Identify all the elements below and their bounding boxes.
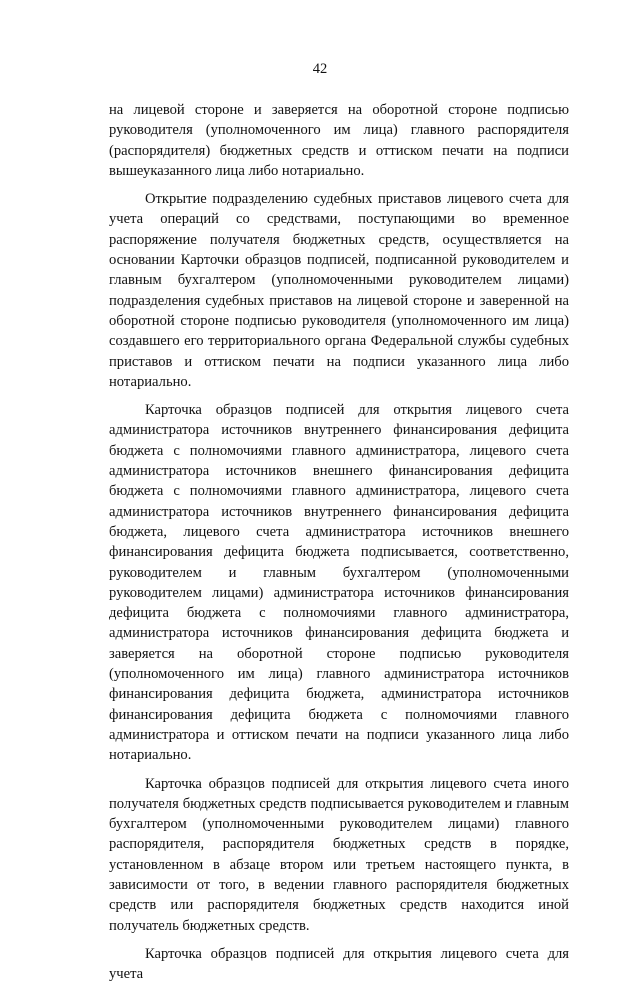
paragraph-5: Карточка образцов подписей для открытия лицевого счета для учета — [109, 945, 569, 983]
paragraph-3: Карточка образцов подписей для открытия лицевого счета администратора источников внутреннего финансирования дефицита бюджета с полномочиями главного администратора, лицевого счета администратора источников внешнего финансирования дефицита бюджета с полномочиями главного администратора, лицевого счета администратора источников внутреннего финансирования дефицита бюджета, лицевого счета администратора источников внешнего финансирования дефицита бюджета подписывается, соответственно, руководителем и главным бухгалтером (уполномоченными руководителем лицами) администратора источников финансирования дефицита бюджета с полномочиями главного администратора, администратора источников финансирования дефицита бюджета и заверяется на оборотной стороне подписью руководителя (уполномоченного им лица) главного администратора источников финансирования дефицита бюджета, администратора источников финансирования дефицита бюджета с полномочиями главного администратора и оттиском печати на подписи указанного лица либо нотариально. — [109, 402, 569, 764]
paragraph-2: Открытие подразделению судебных приставов лицевого счета для учета операций со средствами, поступающими во временное распоряжение получателя бюджетных средств, осуществляется на основании Карточки образцов подписей, подписанной руководителем и главным бухгалтером (уполномоченными руководителем лицами) подразделения судебных приставов на лицевой стороне и заверенной на оборотной стороне подписью руководителя (уполномоченного им лица) создавшего его территориального органа Федеральной службы судебных приставов и оттиском печати на подписи указанного лица либо нотариально. — [109, 191, 569, 390]
paragraph-4: Карточка образцов подписей для открытия лицевого счета иного получателя бюджетных средств подписывается руководителем и главным бухгалтером (уполномоченными руководителем лицами) главного распорядителя, распорядителя бюджетных средств в порядке, установленном в абзаце втором или третьем настоящего пункта, в зависимости от того, в ведении главного распорядителя бюджетных средств или распорядителя бюджетных средств находится иной получатель бюджетных средств. — [109, 775, 569, 934]
body-text — [109, 100, 569, 984]
page-number: 42 — [312, 61, 328, 77]
paragraph-1: на лицевой стороне и заверяется на оборотной стороне подписью руководителя (уполномоченного им лица) главного распорядителя (распорядителя) бюджетных средств и оттиском печати на подписи вышеуказанного лица либо нотариально. — [109, 102, 569, 179]
